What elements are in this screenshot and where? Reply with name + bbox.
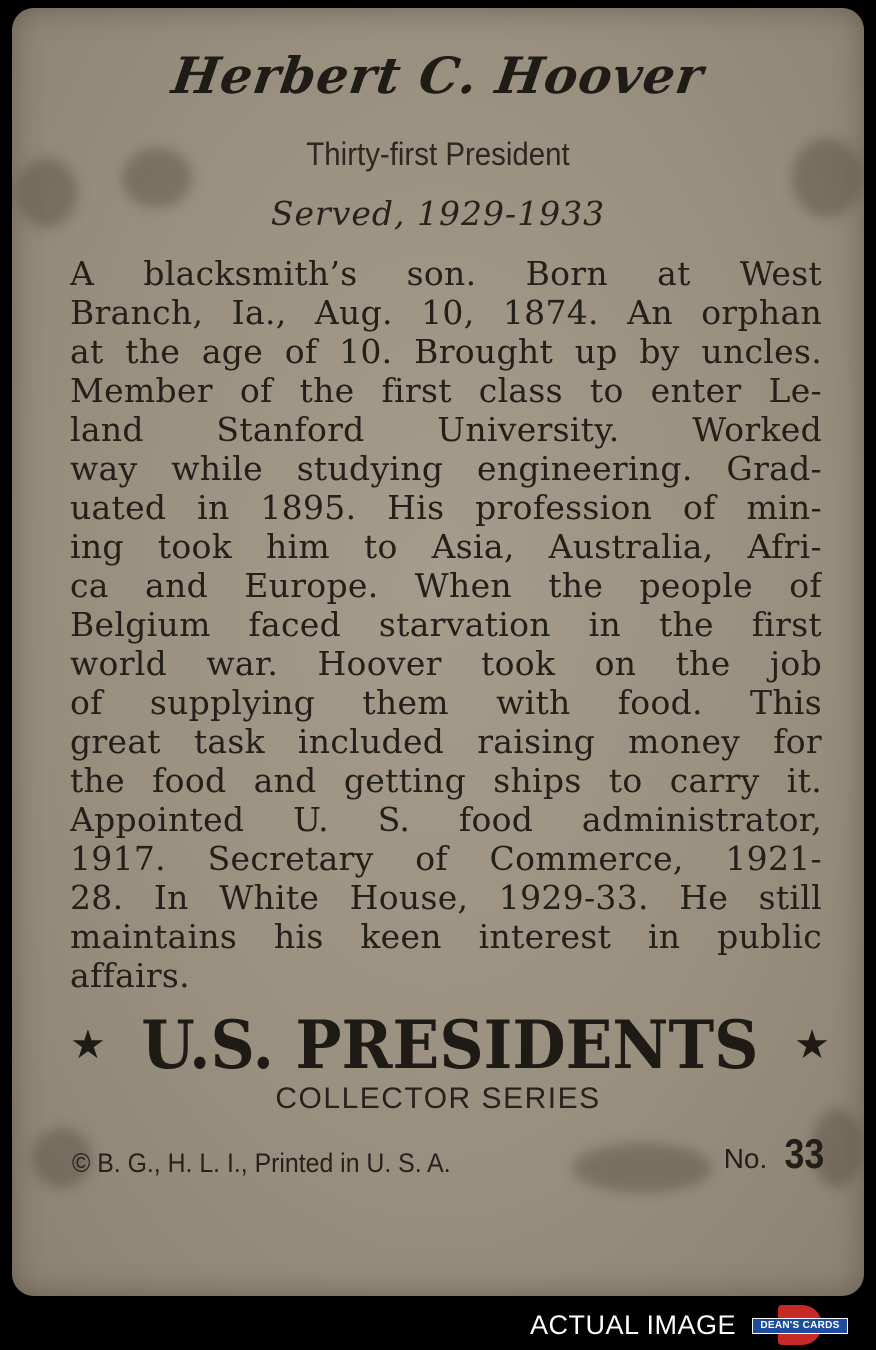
bio-line: A blacksmith’s son. Born at West	[70, 254, 822, 293]
star-icon: ★	[794, 1022, 830, 1068]
bio-line: at the age of 10. Brought up by uncles.	[70, 332, 822, 371]
deans-cards-logo	[752, 1305, 848, 1345]
bio-line: affairs.	[70, 956, 190, 995]
actual-image-label: ACTUAL IMAGE	[530, 1310, 737, 1340]
logo-text: DEAN'S CARDS	[752, 1318, 848, 1334]
trading-card-back	[12, 8, 864, 1296]
bio-line: land Stanford University. Worked	[70, 410, 822, 449]
card-number-label: No.	[723, 1143, 768, 1174]
bio-line: of supplying them with food. This	[70, 683, 822, 722]
bio-line: Member of the first class to enter Le-	[70, 371, 822, 410]
series-title	[70, 1006, 830, 1084]
bio-line: 1917. Secretary of Commerce, 1921-	[70, 839, 822, 878]
card-number-value: 33	[784, 1130, 825, 1177]
bio-line: world war. Hoover took on the job	[70, 644, 822, 683]
bio-line: Branch, Ia., Aug. 10, 1874. An orphan	[70, 293, 822, 332]
series-title-text: U.S. PRESIDENTS	[141, 1006, 759, 1084]
bio-line: Appointed U. S. food administrator,	[70, 800, 822, 839]
card-stain	[572, 1143, 712, 1193]
bio-line: great task included raising money for	[70, 722, 822, 761]
copyright-notice: © B. G., H. L. I., Printed in U. S. A.	[72, 1148, 451, 1178]
bio-line: 28. In White House, 1929-33. He still	[70, 878, 822, 917]
president-ordinal: Thirty-first President	[306, 136, 570, 172]
bio-line: uated in 1895. His profession of min-	[70, 488, 822, 527]
star-icon: ★	[70, 1022, 106, 1068]
biography-text	[70, 254, 822, 995]
bio-line: maintains his keen interest in public	[70, 917, 822, 956]
bio-line: the food and getting ships to carry it.	[70, 761, 822, 800]
president-signature: Herbert C. Hoover	[168, 46, 708, 105]
bio-line: Belgium faced starvation in the first	[70, 605, 822, 644]
series-subtitle: COLLECTOR SERIES	[275, 1082, 601, 1115]
bio-line: ing took him to Asia, Australia, Afri-	[70, 527, 822, 566]
term-served: Served, 1929-1933	[270, 194, 606, 233]
card-number	[724, 1130, 828, 1178]
bio-line: way while studying engineering. Grad-	[70, 449, 822, 488]
bio-line: ca and Europe. When the people of	[70, 566, 822, 605]
